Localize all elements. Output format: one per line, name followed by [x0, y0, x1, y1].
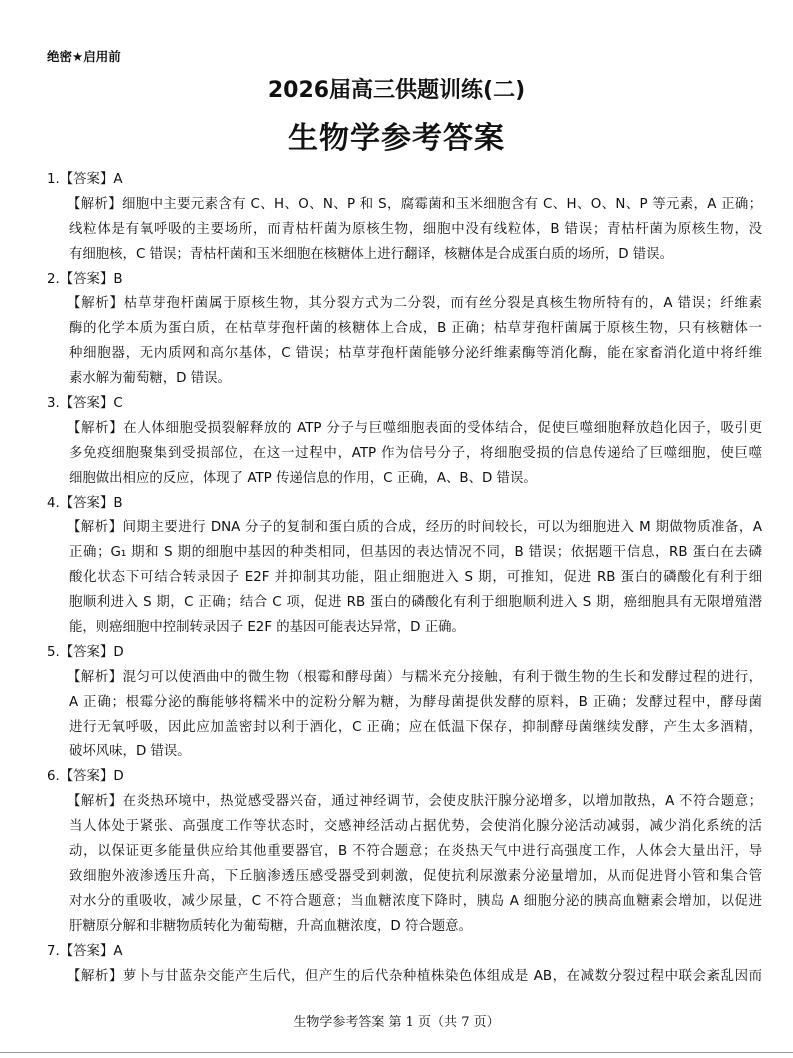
explanation-line: 种细胞器，无内质网和高尔基体，C 错误；枯草芽孢杆菌能够分泌纤维素酶等消化酶，能在家畜消化道中将纤维 — [69, 346, 762, 362]
answer-list — [47, 168, 762, 989]
answer-item — [47, 268, 762, 392]
page-footer: 生物学参考答案 第 1 页（共 7 页） — [293, 1015, 500, 1030]
answer-line: 3.【答案】C — [47, 396, 123, 412]
explanation-line: 【解析】在人体细胞受损裂解释放的 ATP 分子与巨噬细胞表面的受体结合，促使巨噬细胞释放趋化因子，吸引更 — [67, 420, 762, 436]
answer-line: 6.【答案】D — [47, 769, 124, 785]
answer-item — [47, 492, 762, 641]
answer-line: 4.【答案】B — [47, 495, 123, 511]
explanation-line: 致细胞外液渗透压升高，下丘脑渗透压感受器受到刺激，促使抗利尿激素分泌量增加，从而促进肾小管和集合管 — [69, 868, 762, 884]
explanation-line: 有细胞核，C 错误；青枯杆菌和玉米细胞在核糖体上进行翻译，核糖体是合成蛋白质的场所，D 错误。 — [69, 246, 673, 262]
explanation-line: 细胞做出相应的反应，体现了 ATP 传递信息的作用，C 正确，A、B、D 错误。 — [69, 470, 537, 486]
explanation-line: 素水解为葡萄糖，D 错误。 — [69, 371, 231, 387]
answer-item — [47, 392, 762, 492]
confidential-label: 绝密★启用前 — [47, 49, 121, 64]
explanation-line: 【解析】枯草芽孢杆菌属于原核生物，其分裂方式为二分裂，而有丝分裂是真核生物所特有的，A 错误；纤维素 — [67, 296, 762, 312]
explanation-line: 【解析】萝卜与甘蓝杂交能产生后代，但产生的后代杂种植株染色体组成是 AB，在减数分裂过程中联会紊乱因而 — [67, 968, 762, 984]
bottom-divider — [0, 1052, 793, 1053]
explanation-line: 【解析】间期主要进行 DNA 分子的复制和蛋白质的合成，经历的时间较长，可以为细胞进入 M 期做物质准备，A — [67, 520, 762, 536]
answer-item — [47, 641, 762, 765]
explanation-line: 肝糖原分解和非糖物质转化为葡萄糖，升高血糖浓度，D 符合题意。 — [69, 918, 472, 934]
document-title: 生物学参考答案 — [288, 121, 505, 156]
explanation-line: 【解析】细胞中主要元素含有 C、H、O、N、P 和 S，腐霉菌和玉米细胞含有 C、H、O、N、P 等元素，A 正确； — [67, 196, 762, 212]
explanation-line: 胞顺利进入 S 期，C 正确；结合 C 项，促进 RB 蛋白的磷酸化有利于细胞顺利进入 S 期，癌细胞具有无限增殖潜 — [69, 595, 762, 611]
explanation-line: 对水分的重吸收，减少尿量，C 不符合题意；当血糖浓度下降时，胰岛 A 细胞分泌的胰高血糖素会增加，以促进 — [69, 893, 762, 909]
explanation-line: 线粒体是有氧呼吸的主要场所，而青枯杆菌为原核生物，细胞中没有线粒体，B 错误；青枯杆菌为原核生物，没 — [69, 221, 762, 237]
explanation-line: 当人体处于紧张、高强度工作等状态时，交感神经活动占据优势，会使消化腺分泌活动减弱，减少消化系统的活 — [69, 819, 762, 835]
exam-title: 2026届高三供题训练(二) — [267, 78, 526, 103]
explanation-line: 酶的化学本质为蛋白质，在枯草芽孢杆菌的核糖体上合成，B 正确；枯草芽孢杆菌属于原核生物，只有核糖体一 — [69, 321, 762, 337]
explanation-line: 动，以保证更多能量供应给其他重要器官，B 不符合题意；在炎热天气中进行高强度工作，人体会大量出汗，导 — [69, 844, 762, 860]
explanation-line: 多免疫细胞聚集到受损部位，在这一过程中，ATP 作为信号分子，将细胞受损的信息传递给了巨噬细胞，使巨噬 — [69, 445, 762, 461]
answer-line: 5.【答案】D — [47, 644, 124, 660]
explanation-line: 进行无氧呼吸，因此应加盖密封以利于酒化，C 正确；应在低温下保存，抑制酵母菌继续发酵，产生太多酒精， — [69, 719, 762, 735]
answer-item — [47, 168, 762, 268]
answer-item — [47, 940, 762, 990]
explanation-line: 能，则癌细胞中控制转录因子 E2F 的基因可能表达异常，D 正确。 — [69, 620, 465, 636]
answer-line: 2.【答案】B — [47, 271, 123, 287]
explanation-line: A 正确；根霉分泌的酶能够将糯米中的淀粉分解为糖，为酵母菌提供发酵的原料，B 正确；发酵过程中，酵母菌 — [69, 694, 762, 710]
answer-item — [47, 765, 762, 939]
explanation-line: 【解析】在炎热环境中，热觉感受器兴奋，通过神经调节，会使皮肤汗腺分泌增多，以增加散热，A 不符合题意； — [67, 794, 762, 810]
explanation-line: 酸化状态下可结合转录因子 E2F 并抑制其功能，阻止细胞进入 S 期，可推知，促进 RB 蛋白的磷酸化有利于细 — [69, 570, 762, 586]
explanation-line: 破坏风味，D 错误。 — [69, 744, 191, 760]
answer-line: 1.【答案】A — [47, 172, 123, 187]
answer-line: 7.【答案】A — [47, 943, 123, 959]
explanation-line: 正确；G₁ 期和 S 期的细胞中基因的种类相同，但基因的表达情况不同，B 错误；依据题干信息，RB 蛋白在去磷 — [69, 545, 762, 561]
explanation-line: 【解析】混匀可以使酒曲中的微生物（根霉和酵母菌）与糯米充分接触，有利于微生物的生长和发酵过程的进行， — [67, 669, 762, 685]
